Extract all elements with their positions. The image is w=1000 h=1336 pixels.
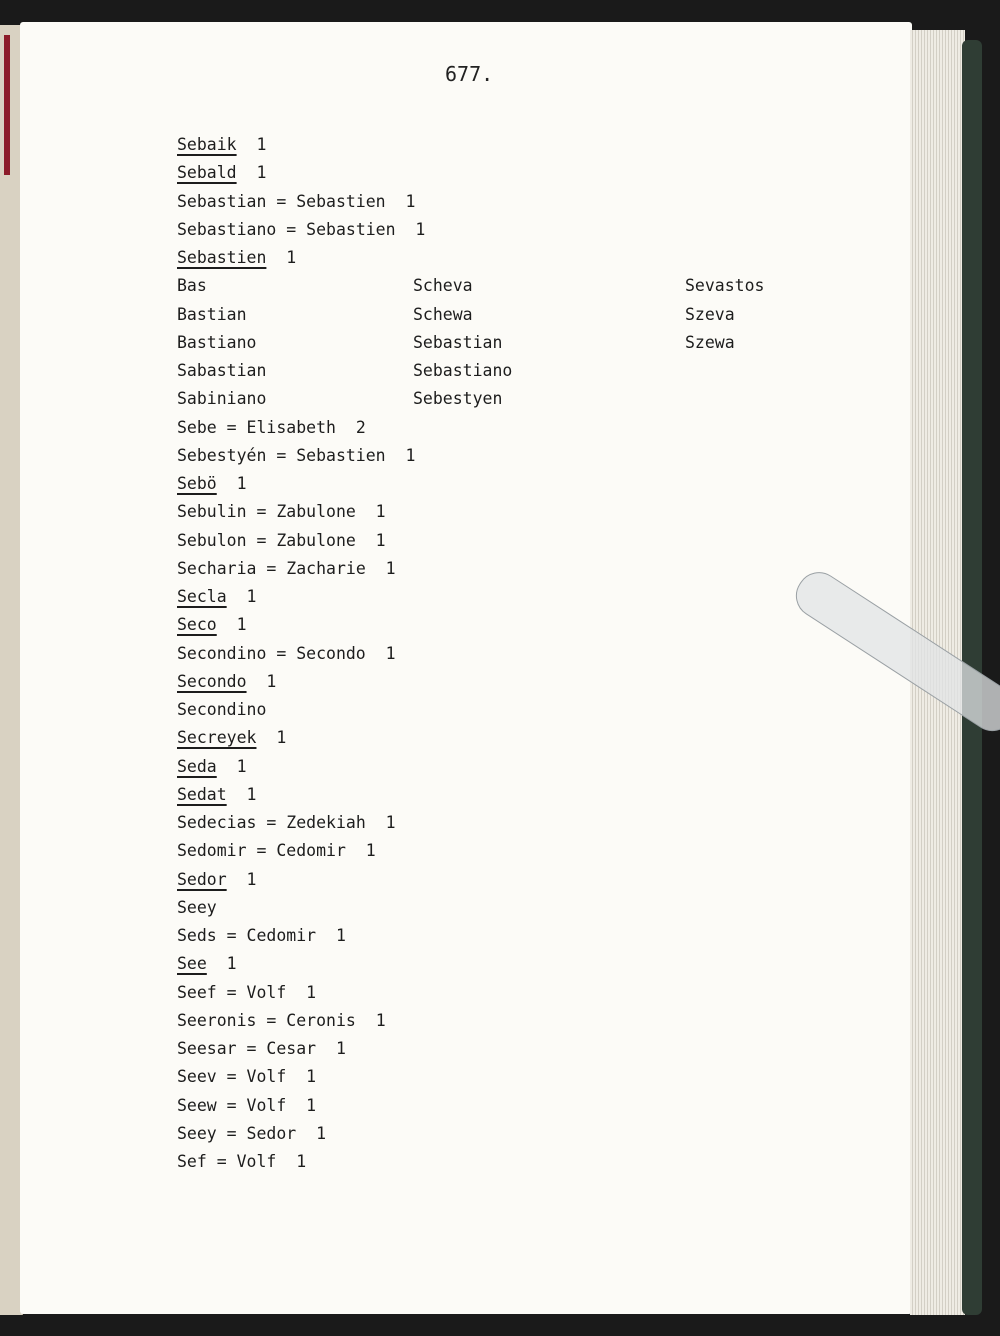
entry-headword: Seesar: [177, 1039, 237, 1058]
entry-headword: Sebe: [177, 417, 217, 437]
entry-headword: Secondino: [177, 700, 267, 719]
entry-headword: Seey: [177, 1123, 217, 1143]
entry-headword: Seda: [177, 756, 217, 776]
entry-headword: Seds: [177, 926, 217, 945]
entry-headword: Sedor: [177, 869, 227, 889]
entry-reference: = Sebastien 1: [276, 219, 426, 239]
entry-headword: See: [177, 954, 207, 974]
entry-row: [177, 275, 207, 297]
entry-row: [177, 614, 247, 636]
entry-headword: Secondo: [177, 671, 247, 691]
entry-headword: Sabastian: [177, 361, 267, 380]
entry-headword: Sabiniano: [177, 389, 267, 409]
entry-row: [177, 445, 415, 467]
entry-row: [177, 162, 266, 184]
entry-reference: = Cedomir 1: [216, 926, 346, 945]
entry-row: [177, 671, 276, 693]
entry-reference: 1: [226, 869, 257, 889]
entry-row: [177, 332, 256, 354]
entry-reference: 1: [206, 954, 237, 974]
entry-reference: = Ceronis 1: [256, 1010, 386, 1030]
entry-row: [177, 784, 256, 806]
entry-row: [177, 1010, 386, 1032]
entry-reference: 1: [236, 135, 267, 154]
entry-row: [177, 1066, 316, 1088]
entry-row: [177, 982, 316, 1004]
entry-headword: Sebastiano: [177, 219, 277, 239]
entry-row: [177, 699, 266, 721]
entry-reference: = Sedor 1: [216, 1123, 327, 1143]
entry-reference: = Volf 1: [206, 1152, 307, 1171]
entry-headword: Seef: [177, 982, 217, 1002]
entry-row: [177, 558, 396, 580]
page-number: 677.: [445, 62, 494, 86]
entry-reference: = Zedekiah 1: [256, 813, 396, 832]
entry-reference: = Secondo 1: [266, 643, 396, 663]
bookmark-ribbon: [4, 35, 10, 175]
entry-reference: = Sebastien 1: [266, 191, 416, 211]
entry-headword: Sebaik: [177, 135, 237, 154]
entry-row: [177, 643, 396, 665]
entry-reference: = Cesar 1: [236, 1039, 346, 1058]
entry-headword: Sebald: [177, 163, 237, 183]
entry-reference: = Zacharie 1: [256, 558, 396, 578]
entry-headword: Secharia: [177, 558, 257, 578]
variant-name: Sevastos: [685, 276, 765, 296]
entry-headword: Seco: [177, 615, 217, 635]
entry-row: [177, 897, 217, 919]
entry-row: [177, 530, 386, 552]
entry-headword: Bas: [177, 276, 207, 296]
entry-headword: Sef: [177, 1152, 207, 1171]
entry-headword: Sedomir: [177, 841, 247, 861]
entry-reference: 1: [226, 587, 257, 606]
variant-name: Scheva: [413, 276, 473, 296]
entry-headword: Sedat: [177, 784, 227, 804]
entry-row: [177, 1038, 346, 1060]
entry-row: [177, 756, 247, 778]
entry-headword: Seew: [177, 1095, 217, 1115]
entry-reference: 1: [216, 756, 247, 776]
entry-headword: Sebestyén: [177, 445, 267, 465]
entry-reference: 1: [216, 615, 247, 635]
entry-headword: Seeronis: [177, 1010, 257, 1030]
entry-row: [177, 417, 366, 439]
entry-headword: Sebö: [177, 474, 217, 493]
entry-row: [177, 840, 376, 862]
entry-row: [177, 925, 346, 947]
variant-name: Sebestyen: [413, 389, 503, 409]
variant-name: Szewa: [685, 332, 735, 352]
entry-row: [177, 1095, 316, 1117]
variant-name: Sebastian: [413, 332, 503, 352]
entry-headword: Sebulon: [177, 530, 247, 550]
entry-row: [177, 501, 386, 523]
book-page: [20, 22, 912, 1314]
entry-row: [177, 360, 266, 382]
entry-reference: 1: [246, 671, 277, 691]
entry-reference: 1: [236, 163, 267, 183]
entry-row: [177, 247, 296, 269]
entry-row: [177, 953, 237, 975]
entry-row: [177, 304, 247, 326]
entry-headword: Bastian: [177, 304, 247, 324]
variant-name: Schewa: [413, 304, 473, 324]
entry-row: [177, 1151, 306, 1173]
entry-row: [177, 727, 286, 749]
entry-headword: Sebastien: [177, 248, 267, 267]
entry-reference: 1: [256, 728, 287, 748]
entry-row: [177, 191, 415, 213]
entry-reference: = Zabulone 1: [246, 502, 386, 522]
entry-row: [177, 388, 266, 410]
entry-headword: Sebastian: [177, 191, 267, 211]
entry-reference: = Sebastien 1: [266, 445, 416, 465]
entry-row: [177, 134, 266, 156]
entry-reference: = Volf 1: [216, 1095, 317, 1115]
entry-reference: = Volf 1: [216, 1067, 317, 1087]
entry-headword: Sedecias: [177, 813, 257, 832]
entry-reference: = Cedomir 1: [246, 841, 376, 861]
entry-reference: = Zabulone 1: [246, 530, 386, 550]
entry-reference: 1: [216, 474, 247, 493]
variant-name: Sebastiano: [413, 361, 513, 380]
entry-headword: Secla: [177, 587, 227, 606]
entry-reference: 1: [266, 248, 297, 267]
entry-row: [177, 473, 247, 495]
variant-name: Szeva: [685, 304, 735, 324]
entry-row: [177, 219, 425, 241]
entry-headword: Seev: [177, 1067, 217, 1087]
entry-headword: Sebulin: [177, 502, 247, 522]
entry-headword: Seey: [177, 897, 217, 917]
entry-headword: Secreyek: [177, 728, 257, 748]
entry-row: [177, 1123, 326, 1145]
entry-headword: Bastiano: [177, 332, 257, 352]
entry-row: [177, 812, 396, 834]
entry-headword: Secondino: [177, 643, 267, 663]
entry-reference: = Elisabeth 2: [216, 417, 366, 437]
entry-row: [177, 586, 256, 608]
entry-row: [177, 869, 256, 891]
entry-reference: 1: [226, 784, 257, 804]
entry-reference: = Volf 1: [216, 982, 317, 1002]
